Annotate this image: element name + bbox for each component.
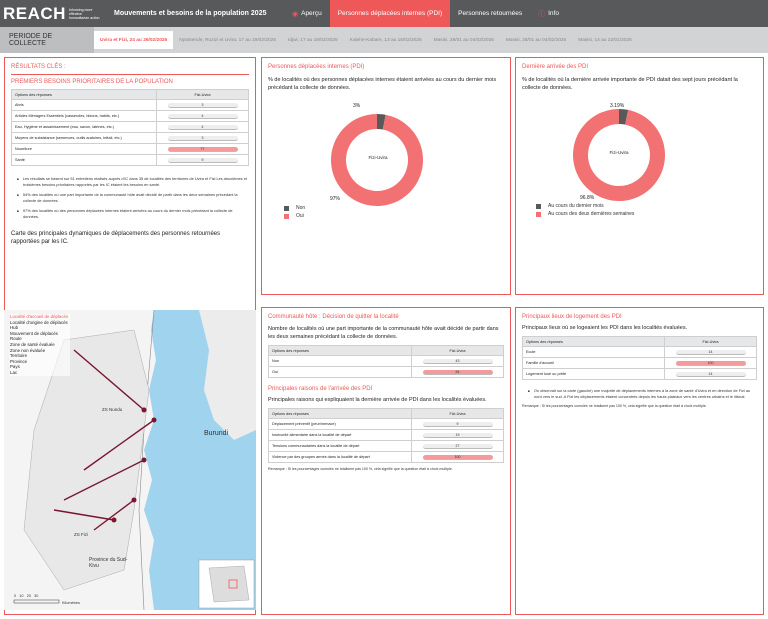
logement-title: Principaux lieux de logement des PDI (522, 314, 622, 320)
tab-info-label: Info (548, 10, 559, 17)
priority-row (12, 155, 249, 166)
legend-dernier-mois-label: Au cours du dernier mois (548, 203, 604, 209)
logement-note: Remarque : Si les pourcentages cumulés ne totalisent pas 100 %, cela signifie que la question était à choix multiple. (522, 404, 707, 408)
period-tab-masisi-2[interactable]: Masisi, 28/01 au 04/02/2025 (505, 37, 567, 43)
priority-value-bar: 77 (168, 147, 238, 152)
priority-row-label: Abris (12, 100, 157, 111)
priority-row (12, 100, 249, 111)
priority-row (12, 144, 249, 155)
period-tab-idjwi[interactable]: Idjwi, 17 au 18/02/2025 (288, 37, 338, 43)
logement-panel (515, 307, 764, 615)
priority-row-label: Santé (12, 155, 157, 166)
priority-value-bar: 4 (168, 125, 238, 130)
raison-value-bar: 27 (423, 444, 493, 449)
raisons-title: Principales raisons de l'arrivée des PDI (268, 386, 373, 392)
legend-oui-label: Oui (296, 213, 304, 219)
priority-row-label: Moyens de subsistance (semences, outils aratoires, bétail, etc.) (12, 133, 157, 144)
priority-row-value-cell (157, 122, 249, 133)
priority-value-bar: 9 (168, 158, 238, 163)
reach-logo (0, 0, 100, 27)
priority-row-value-cell (157, 155, 249, 166)
logement-row-value-cell (665, 358, 757, 369)
col-zone: Fizi-Uvira (157, 90, 249, 100)
tab-personnes-retournees[interactable] (450, 0, 530, 27)
raisons-question: Principales raisons qui expliquaient la dernière arrivée de PDI dans les localités évaluées. (268, 397, 487, 403)
pdi-center-label: Fizi-Uvira (368, 155, 388, 160)
derniere-donut-chart (544, 104, 694, 214)
raison-row-label: Insécurité alimentaire dans la localité de départ (269, 430, 412, 441)
priority-row-value-cell (157, 133, 249, 144)
period-label: PERIODE DE COLLECTE (0, 27, 94, 53)
logement-row-value-cell (665, 347, 757, 358)
map-label-fizi: ZS Fizi (74, 532, 88, 537)
logement-row-label: Ecole (523, 347, 665, 358)
period-tab-uvira-fizi[interactable]: Uvira et Fizi, 24 au 26/02/2025 (94, 31, 173, 49)
priority-row-value-cell (157, 144, 249, 155)
derniere-slice-1 (573, 109, 665, 201)
legend-province: Province (10, 358, 28, 364)
col-option: Options des réponses (12, 90, 157, 100)
logement-row-value-cell (665, 369, 757, 380)
priority-row-value-cell (157, 100, 249, 111)
app-title: Mouvements et besoins de la population 2025 (114, 10, 267, 17)
raison-value-bar: 9 (423, 422, 493, 427)
tab-apercu-label: Aperçu (301, 10, 322, 17)
bullet-2: ■ 54% des localités où une part importante de la communauté hôte avait décidé de partir dans les deux semaines précédant la collecte de données. (23, 192, 249, 204)
legend-dernier-mois-swatch (536, 204, 541, 209)
scale-10: 10 (19, 594, 24, 598)
raison-row-value-cell (412, 430, 504, 441)
pdi-question: % de localités où des personnes déplacées internes étaient arrivées au cours du dernier mois précédant la collecte de données. (268, 77, 497, 91)
derniere-title: Dernière arrivée des PDI (522, 64, 589, 70)
priority-row-label: Nourriture (12, 144, 157, 155)
legend-zone-evaluee: Zone de santé évaluée (10, 341, 55, 347)
legend-territoire: Territoire (10, 353, 28, 359)
priorities-title: PREMIERS BESOINS PRIORITAIRES DE LA POPULATION (11, 79, 173, 85)
priorities-table (11, 89, 249, 166)
raison-row-label: Tensions communautaires dans la localité de départ (269, 441, 412, 452)
hote-row-label: Oui (269, 367, 412, 378)
raisons-col-option: Options des réponses (269, 409, 412, 419)
legend-deux-semaines (536, 211, 634, 217)
hote-value-bar: 43 (423, 359, 493, 364)
hote-question: Nombre de localités où une part importante de la communauté hôte avait décidé de partir dans les deux semaines précédant la collecte de données. (268, 326, 499, 340)
hote-row-label: Non (269, 356, 412, 367)
raison-row (269, 419, 504, 430)
raison-row (269, 441, 504, 452)
legend-pays: Pays (10, 364, 20, 370)
scale-20: 20 (26, 594, 31, 598)
raison-row (269, 430, 504, 441)
derniere-center-label: Fizi-Uvira (609, 150, 629, 155)
tab-apercu[interactable] (284, 0, 330, 27)
priority-row (12, 122, 249, 133)
map-label-province: Province du Sud-Kivu (89, 557, 128, 569)
hote-row (269, 356, 504, 367)
logement-value-bar: 14 (676, 350, 746, 355)
tab-info[interactable] (530, 0, 567, 27)
logement-row-label: Famille d'accueil (523, 358, 665, 369)
logement-col-zone: Fizi-Uvira (665, 337, 757, 347)
raison-row-value-cell (412, 452, 504, 463)
results-title: RÉSULTATS CLÉS : (11, 64, 66, 70)
derniere-question: % de localités où la dernière arrivée importante de PDI datait des sept jours précédant la collecte de données. (522, 77, 738, 91)
scale-0: 0 (14, 594, 17, 598)
period-tab-masisi-3[interactable]: Masisi, 14 au 22/01/2025 (578, 37, 632, 43)
priority-value-bar: 3 (168, 103, 238, 108)
legend-mouvement: Mouvement de déplacés (10, 330, 58, 336)
pdi-pct-small: 3% (353, 103, 361, 109)
priority-value-bar: 3 (168, 136, 238, 141)
location-pin-icon: ◉ (292, 10, 299, 18)
logement-row (523, 347, 757, 358)
raison-row-label: Violence par des groupes armés dans la localité de départ (269, 452, 412, 463)
priority-row-value-cell (157, 111, 249, 122)
legend-route: Route (10, 336, 22, 342)
tab-pdi[interactable] (330, 0, 450, 27)
raison-row (269, 452, 504, 463)
logement-value-bar: 14 (676, 372, 746, 377)
pdi-title: Personnes déplacées internes (PDI) (268, 64, 365, 70)
period-tab-masisi-1[interactable]: Masisi, 28/01 au 04/02/2025 (433, 37, 494, 43)
hote-table (268, 345, 504, 378)
map-label-nundu: ZS Nundu (102, 407, 123, 412)
legend-non (284, 205, 305, 211)
bullet-3: ■ 97% des localités où des personnes déplacées internes étaient arrivées au cours du dernier mois précédant la collecte de données. (23, 208, 249, 220)
map-label-burundi: Burundi (204, 430, 229, 437)
raison-value-bar: 19 (423, 433, 493, 438)
priority-row-label: Articles Ménagers Essentiels (casseroles, bidons, habits, etc.) (12, 111, 157, 122)
map-legend (10, 314, 70, 376)
priority-row (12, 111, 249, 122)
period-bar (0, 27, 768, 53)
legend-hub: Hub (10, 325, 19, 331)
pdi-slice-1 (331, 114, 423, 206)
top-navigation-bar (0, 0, 768, 27)
legend-accueil: Localité d'accueil de déplacés (10, 314, 69, 319)
priority-row (12, 133, 249, 144)
priority-value-bar: 4 (168, 114, 238, 119)
hote-col-option: Options des réponses (269, 346, 412, 356)
legend-oui (284, 213, 305, 219)
period-tab-nyantende[interactable]: Nyantende, Ruzizi et Uvira, 17 au 19/02/2025 (179, 37, 277, 43)
logement-row-label: Logement loué ou prêté (523, 369, 665, 380)
priority-row-label: Eau, Hygiène et assainissement (eau, savon, latrines, etc.) (12, 122, 157, 133)
raison-row-value-cell (412, 441, 504, 452)
hote-row (269, 367, 504, 378)
raisons-note: Remarque : Si les pourcentages cumulés ne totalisent pas 100 %, cela signifie que la question était à choix multiple. (268, 467, 453, 471)
tab-retournees-label: Personnes retournées (458, 10, 523, 17)
legend-oui-swatch (284, 214, 289, 219)
logo-tagline: Informing more effective humanitarian action (68, 7, 100, 20)
raison-row-label: Déplacement préventif (peur/menace) (269, 419, 412, 430)
tab-pdi-label: Personnes déplacées internes (PDI) (337, 10, 443, 17)
raisons-col-zone: Fizi-Uvira (412, 409, 504, 419)
legend-deux-semaines-label: Au cours des deux dernières semaines (548, 211, 635, 217)
logo-wordmark: REACH (3, 3, 66, 23)
hote-row-value-cell (412, 367, 504, 378)
raison-value-bar: 100 (423, 455, 493, 460)
hote-title: Communauté hôte : Décision de quitter la localité (268, 314, 399, 320)
derniere-pct-big: 96.8% (580, 195, 595, 201)
derniere-panel (515, 57, 764, 295)
legend-origine: Localité d'origine de déplacés (10, 319, 68, 325)
legend-lac: Lac (10, 369, 18, 375)
legend-non-swatch (284, 206, 289, 211)
raisons-table (268, 408, 504, 463)
logement-question: Principaux lieux où se logeaient les PDI dans les localités évaluées. (522, 325, 688, 331)
raison-row-value-cell (412, 419, 504, 430)
bullet-1: ■ Les résultats se basent sur 51 entretiens réalisés auprès d'IC dans 35 de localités des territoires de Uvira et Fizi.Les deuxièmes et troisièmes besoins prioritaires rapportés par les IC étaient les besoins en santé. (23, 176, 249, 188)
map-title: Carte des principales dynamiques de déplacements des personnes retournées rapportées par les IC. (11, 231, 221, 245)
pdi-panel (261, 57, 511, 295)
logement-row (523, 358, 757, 369)
period-tab-kalehe-kabare[interactable]: Kalehe-Kabare, 13 au 15/02/2025 (349, 37, 422, 43)
legend-dernier-mois (536, 203, 634, 209)
displacement-map[interactable] (4, 310, 256, 610)
pdi-pct-big: 97% (330, 196, 341, 202)
hote-row-value-cell (412, 356, 504, 367)
logement-value-bar: 100 (676, 361, 746, 366)
hote-panel (261, 307, 511, 615)
map-scale (14, 594, 38, 598)
legend-zone-non-evaluee: Zone non évaluée (10, 347, 46, 353)
logement-table (522, 336, 757, 380)
logement-bullet: ■ On observait sur la carte (gauche) une majorité de déplacements internes à la zone de santé d'Uvira et en direction de Fizi au nord vers le sud. A Fizi les déplacements étaient concentrés depuis les hauts plateaux vers les centres urbains et le littoral. (534, 388, 757, 400)
scale-30: 30 (34, 594, 39, 598)
hote-col-zone: Fizi-Uvira (412, 346, 504, 356)
derniere-pct-small: 3.19% (610, 103, 625, 109)
hote-value-bar: 54 (423, 370, 493, 375)
info-icon: ⓘ (538, 10, 546, 18)
logement-row (523, 369, 757, 380)
legend-non-label: Non (296, 205, 306, 211)
legend-deux-semaines-swatch (536, 212, 541, 217)
logement-col-option: Options des réponses (523, 337, 665, 347)
map-scale-unit: Kilomètres (62, 601, 80, 605)
